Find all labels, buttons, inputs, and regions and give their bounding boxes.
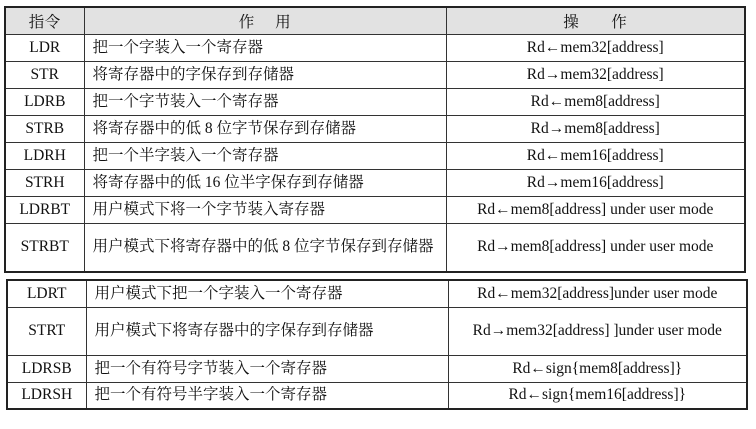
- operation-cell: Rd←sign{mem16[address]}: [448, 382, 747, 409]
- table-row: [5, 224, 745, 272]
- operation-cell: Rd←mem8[address] under user mode: [446, 197, 745, 224]
- function-cell: 用户模式下把一个字装入一个寄存器: [86, 280, 448, 307]
- instruction-cell: STRH: [5, 170, 84, 197]
- header-operation: 操 作: [446, 7, 745, 35]
- function-cell: 用户模式下将寄存器中的字保存到存储器: [86, 307, 448, 355]
- header-instruction: 指令: [5, 7, 84, 35]
- instruction-cell: STRB: [5, 116, 84, 143]
- table-row: [5, 62, 745, 89]
- table-row: [7, 280, 747, 307]
- function-cell: 把一个有符号半字装入一个寄存器: [86, 382, 448, 409]
- operation-cell: Rd→mem8[address] under user mode: [446, 224, 745, 272]
- operation-cell: Rd←mem16[address]: [446, 143, 745, 170]
- table-row: [5, 170, 745, 197]
- table-header-row: [5, 7, 745, 35]
- operation-cell: Rd→mem32[address]: [446, 62, 745, 89]
- table-row: [7, 382, 747, 409]
- function-cell: 用户模式下将一个字节装入寄存器: [84, 197, 446, 224]
- instruction-cell: STRBT: [5, 224, 84, 272]
- instruction-cell: LDRB: [5, 89, 84, 116]
- function-cell: 将寄存器中的字保存到存储器: [84, 62, 446, 89]
- table-row: [5, 116, 745, 143]
- instruction-cell: STR: [5, 62, 84, 89]
- header-function: 作 用: [84, 7, 446, 35]
- instruction-table-bottom: [6, 279, 748, 410]
- operation-cell: Rd←mem8[address]: [446, 89, 745, 116]
- instruction-cell: LDRSB: [7, 355, 86, 382]
- function-cell: 用户模式下将寄存器中的低 8 位字节保存到存储器: [84, 224, 446, 272]
- operation-cell: Rd←mem32[address]under user mode: [448, 280, 747, 307]
- operation-cell: Rd←mem32[address]: [446, 35, 745, 62]
- table-row: [7, 307, 747, 355]
- table-row: [5, 197, 745, 224]
- instruction-cell: LDR: [5, 35, 84, 62]
- function-cell: 将寄存器中的低 8 位字节保存到存储器: [84, 116, 446, 143]
- instruction-cell: LDRT: [7, 280, 86, 307]
- instruction-cell: LDRSH: [7, 382, 86, 409]
- instruction-cell: LDRBT: [5, 197, 84, 224]
- function-cell: 把一个字节装入一个寄存器: [84, 89, 446, 116]
- table-row: [7, 355, 747, 382]
- function-cell: 把一个字装入一个寄存器: [84, 35, 446, 62]
- function-cell: 将寄存器中的低 16 位半字保存到存储器: [84, 170, 446, 197]
- instruction-table-top: [4, 6, 746, 273]
- function-cell: 把一个有符号字节装入一个寄存器: [86, 355, 448, 382]
- table-row: [5, 143, 745, 170]
- table-row: [5, 35, 745, 62]
- operation-cell: Rd→mem16[address]: [446, 170, 745, 197]
- operation-cell: Rd→mem8[address]: [446, 116, 745, 143]
- operation-cell: Rd←sign{mem8[address]}: [448, 355, 747, 382]
- instruction-cell: STRT: [7, 307, 86, 355]
- function-cell: 把一个半字装入一个寄存器: [84, 143, 446, 170]
- instruction-cell: LDRH: [5, 143, 84, 170]
- table-row: [5, 89, 745, 116]
- operation-cell: Rd→mem32[address] ]under user mode: [448, 307, 747, 355]
